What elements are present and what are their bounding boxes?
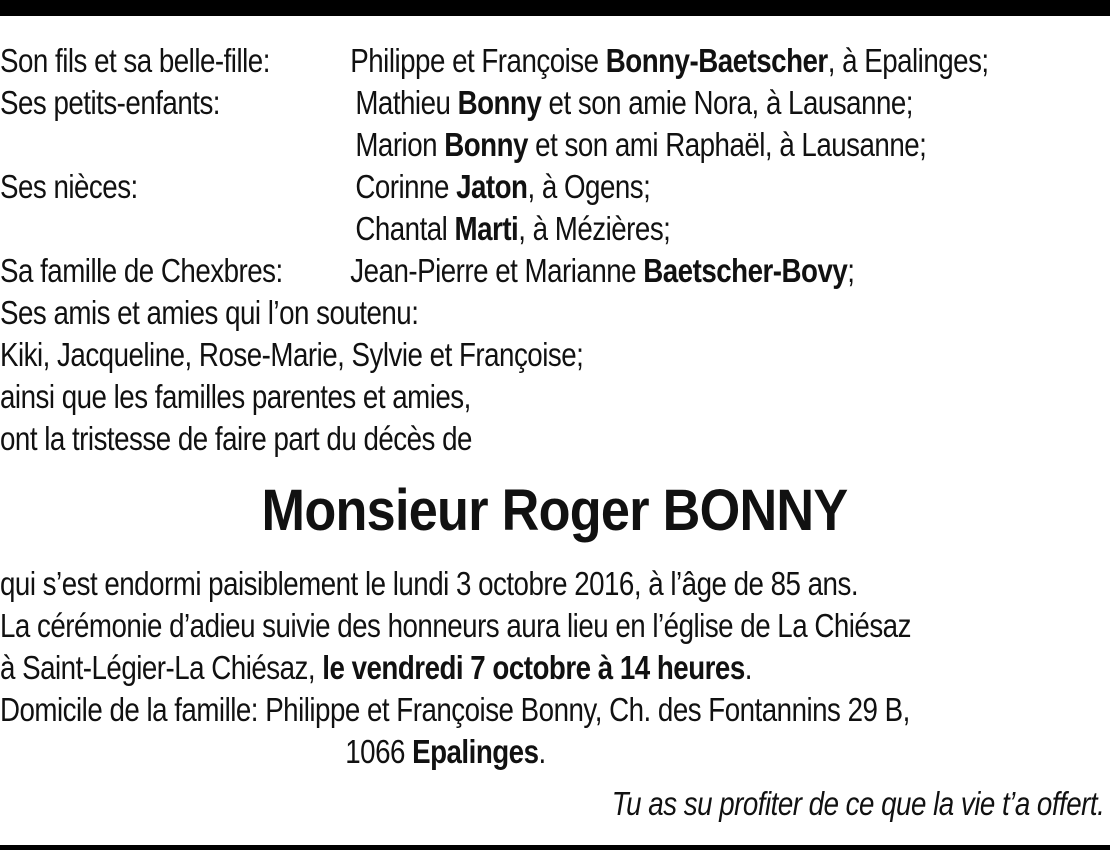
family-city: Epalinges <box>412 733 539 770</box>
family-location: , à Ogens; <box>527 168 651 205</box>
ceremony-date-line <box>0 647 752 689</box>
family-address-line: Domicile de la famille: Philippe et Françoise Bonny, Ch. des Fontannins 29 B, <box>0 691 910 728</box>
death-date-line: qui s’est endormi paisiblement le lundi 3 octobre 2016, à l’âge de 85 ans. <box>0 565 859 602</box>
family-label: Sa famille de Chexbres: <box>0 252 283 289</box>
family-surname: Bonny <box>444 126 528 163</box>
family-line-grandchild-2 <box>0 124 926 166</box>
family-city-period: . <box>538 733 546 770</box>
family-surname: Baetscher-Bovy <box>643 252 848 289</box>
top-border-rule <box>0 0 1110 16</box>
family-label: Ses petits-enfants: <box>0 84 221 121</box>
family-postcode: 1066 <box>345 733 413 770</box>
family-line-son <box>0 40 989 82</box>
family-names-before: Philippe et Françoise <box>350 42 606 79</box>
family-names-before: Marion <box>355 126 445 163</box>
family-surname: Bonny <box>457 84 542 121</box>
family-names-before: Corinne <box>355 168 457 205</box>
ceremony-datetime: le vendredi 7 octobre à 14 heures <box>322 649 745 686</box>
family-line-grandchildren <box>0 82 913 124</box>
family-surname: Marti <box>454 210 519 247</box>
family-label: Ses nièces: <box>0 168 138 205</box>
announcement-line: ont la tristesse de faire part du décès de <box>0 420 472 457</box>
friends-line: Ses amis et amies qui l’on soutenu: <box>0 294 419 331</box>
family-label: Son fils et sa belle-fille: <box>0 42 270 79</box>
family-postcode-line <box>0 731 546 773</box>
family-names-before: Chantal <box>355 210 455 247</box>
ceremony-date-period: . <box>744 649 752 686</box>
family-location: et son amie Nora, à Lausanne; <box>541 84 914 121</box>
family-surname: Jaton <box>456 168 528 205</box>
family-location: , à Mézières; <box>518 210 671 247</box>
family-line-niece-2 <box>0 208 670 250</box>
ceremony-place: à Saint-Légier-La Chiésaz, <box>0 649 323 686</box>
relatives-line: ainsi que les familles parentes et amies, <box>0 378 471 415</box>
family-names-before: Mathieu <box>355 84 458 121</box>
closing-quote: Tu as su profiter de ce que la vie t’a offert. <box>611 785 1104 822</box>
family-line-chexbres <box>0 250 854 292</box>
ceremony-line: La cérémonie d’adieu suivie des honneurs aura lieu en l’église de La Chiésaz <box>0 607 911 644</box>
family-names-before: Jean-Pierre et Marianne <box>350 252 644 289</box>
family-surname: Bonny-Baetscher <box>605 42 828 79</box>
bottom-border-rule <box>0 845 1110 850</box>
family-location: , à Epalinges; <box>827 42 989 79</box>
family-location: ; <box>847 252 855 289</box>
deceased-name-text: Monsieur Roger BONNY <box>262 478 848 543</box>
family-line-nieces <box>0 166 650 208</box>
friends-names-line: Kiki, Jacqueline, Rose-Marie, Sylvie et Françoise; <box>0 336 584 373</box>
family-location: et son ami Raphaël, à Lausanne; <box>527 126 927 163</box>
deceased-name <box>0 472 1110 550</box>
